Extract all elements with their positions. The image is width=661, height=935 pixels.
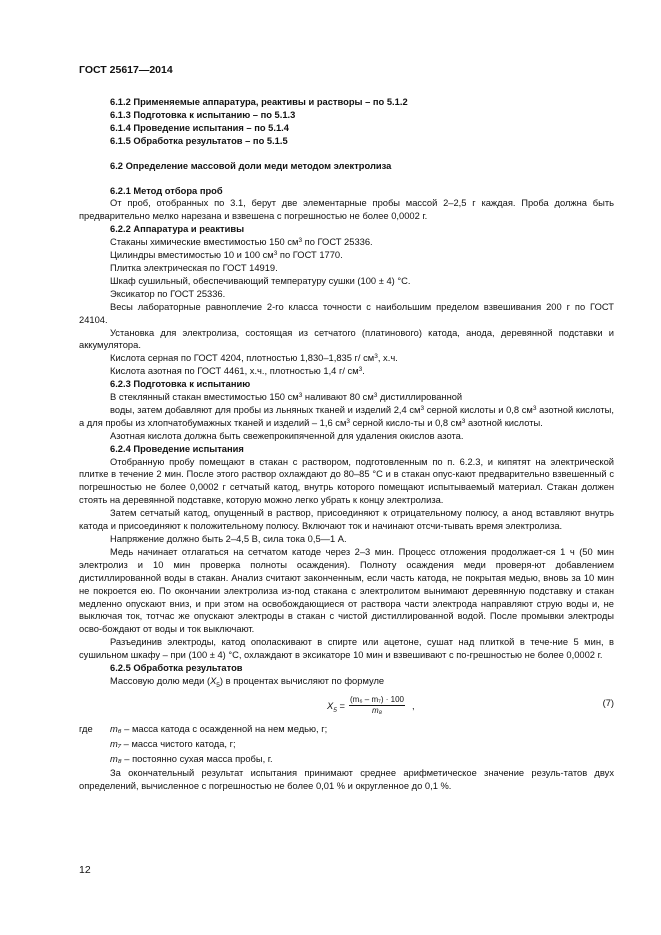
item-sulfuric-acid: Кислота серная по ГОСТ 4204, плотностью 1,830–1,835 г/ $см^3$, х.ч. xyxy=(110,353,398,364)
item-beakers: Стаканы химические вместимостью 150 $см^3$ по ГОСТ 25336. xyxy=(110,237,373,248)
section-6-1-3: 6.1.3 Подготовка к испытанию – по 5.1.3 xyxy=(110,109,296,120)
paragraph-prep-2: воды, затем добавляют для пробы из льняных тканей и изделий 2,4 $см^3$ серной кислоты и 0,8 $см^3$ азотной кислоты, а для пробы из хлопчатобумажных тканей и изделий – 1,6 $см^3$ серной кисло-ты и 0,8 $см^3$ азотной кислоты. xyxy=(79,404,614,428)
item-nitric-acid: Кислота азотная по ГОСТ 4461, х.ч., плотностью 1,4 г/ $см^3$. xyxy=(110,366,365,377)
section-6-2-3-title: 6.2.3 Подготовка к испытанию xyxy=(110,379,251,390)
definition-m7: m₇ – масса чистого катода, г; xyxy=(110,738,236,749)
symbol-m6: m₆ xyxy=(110,723,122,734)
section-6-2-title: 6.2 Определение массовой доли меди методом электролиза xyxy=(110,160,392,171)
item-setup: Установка для электролиза, состоящая из сетчатого (платинового) катода, анода, деревянной подставки и аккумулятора. xyxy=(79,327,614,351)
formula-fraction xyxy=(349,695,405,716)
item-cabinet: Шкаф сушильный, обеспечивающий температуру сушки (100 ± 4) °С. xyxy=(110,275,411,286)
definition-m8: m₈ – постоянно сухая масса пробы, г. xyxy=(110,753,273,764)
symbol-m7: m₇ xyxy=(110,738,122,749)
section-6-1-5: 6.1.5 Обработка результатов – по 5.1.5 xyxy=(110,135,288,146)
section-6-1-2: 6.1.2 Применяемые аппаратура, реактивы и растворы – по 5.1.2 xyxy=(110,97,408,107)
section-6-2-5-title: 6.2.5 Обработка результатов xyxy=(110,663,243,674)
formula-lhs: $X_5$ = xyxy=(327,700,345,714)
item-scales: Весы лабораторные равноплечие 2-го класса точности с наибольшим пределом взвешивания 200 г по ГОСТ 24104. xyxy=(79,301,614,325)
paragraph-test-3: Напряжение должно быть 2–4,5 В, сила тока 0,5—1 А. xyxy=(110,534,347,544)
paragraph-result-intro: Массовую долю меди $(X_5)$ в процентах вычисляют по формуле xyxy=(110,675,385,689)
paragraph-test-2: Затем сетчатый катод, опущенный в раствор, присоединяют к отрицательному полюсу, а анод вставляют внутрь катода и присоединяют к положительному полюсу. Включают ток и начинают отсчи-тывать время электролиза. xyxy=(79,508,614,532)
paragraph-test-5: Разъединив электроды, катод ополаскивают в спирте или ацетоне, сушат над плиткой в тече-ние 5 мин, в сушильном шкафу – при (100 ± 4) °С, охлаждают в эксикаторе 10 мин и взвешивают с по-грешностью не более 0,0002 г. xyxy=(79,637,614,661)
page-number: 12 xyxy=(79,864,91,876)
paragraph-prep-3: Азотная кислота должна быть свежепрокипяченной для удаления окислов азота. xyxy=(110,430,464,441)
section-6-2-2-title: 6.2.2 Аппаратура и реактивы xyxy=(110,224,245,235)
paragraph-sampling: От проб, отобранных по 3.1, берут две элементарные пробы массой 2–2,5 г каждая. Проба должна быть предварительно мелко нарезана и взвешена с погрешностью не более 0,0002 г. xyxy=(79,198,614,222)
paragraph-test-4: Медь начинает отлагаться на сетчатом катоде через 2–3 мин. Процесс отложения продолжает-ся 1 ч (50 мин электролиз и 10 мин проверка полноты осаждения). Полноту осаждения меди проверя-ют добавлением дистиллированной воды в стакан. Анализ считают законченным, если часть катода, не покрытая медью, вновь за 10 мин не покроется ею. По окончании электролиза из-под стакана с электролитом вынимают деревянную подставку и стакан медленно опускают вниз, и при этом на освобождающиеся от раствора части электрода направляют струю воды и, не выключая ток, тотчас же опускают электроды в стакан с чистой дистиллированной водой. После промывки электроды осво-бождают от воды и ток выключают. xyxy=(79,546,614,635)
where-label: где xyxy=(79,723,93,734)
formula-number: (7) xyxy=(602,697,614,708)
definition-m6: где m₆ – масса катода с осажденной на нем медью, г; xyxy=(79,723,328,734)
section-6-1-4: 6.1.4 Проведение испытания – по 5.1.4 xyxy=(110,122,289,133)
formula-denominator: m₈ xyxy=(371,705,382,715)
document-header: ГОСТ 25617—2014 xyxy=(79,64,173,76)
item-stove: Плитка электрическая по ГОСТ 14919. xyxy=(110,262,278,273)
document-body xyxy=(79,86,614,793)
item-desiccator: Эксикатор по ГОСТ 25336. xyxy=(110,288,226,299)
formula-comma: , xyxy=(412,700,415,711)
section-6-2-1-title: 6.2.1 Метод отбора проб xyxy=(110,185,223,196)
item-cylinders: Цилиндры вместимостью 10 и 100 $см^3$ по ГОСТ 1770. xyxy=(110,250,343,261)
paragraph-test-1: Отобранную пробу помещают в стакан с раствором, подготовленным по п. 6.2.3, и кипятят на электрической плитке в течение 2 мин. После этого раствор охлаждают до 80–85 °С и в стакан опус-кают предварительно взвешенный с погрешностью не более 0,0002 г сетчатый катод, внутрь которого помещают испытываемый материал. Стакан должен стоять на деревянной подставке, которую можно легко убрать к концу электролиза. xyxy=(79,456,614,506)
symbol-m8: m₈ xyxy=(110,753,122,764)
section-6-2-4-title: 6.2.4 Проведение испытания xyxy=(110,443,244,454)
paragraph-prep-1: В стеклянный стакан вместимостью 150 $см^3$ наливают 80 $см^3$ дистиллированной xyxy=(110,392,463,403)
formula-7 xyxy=(79,695,614,719)
paragraph-final-result: За окончательный результат испытания принимают среднее арифметическое значение резуль-татов двух определений, вычисленное с погрешностью не более 0,01 % и округленное до 0,1 %. xyxy=(79,767,614,791)
formula-numerator: (m₆ – m₇) · 100 xyxy=(350,694,404,704)
